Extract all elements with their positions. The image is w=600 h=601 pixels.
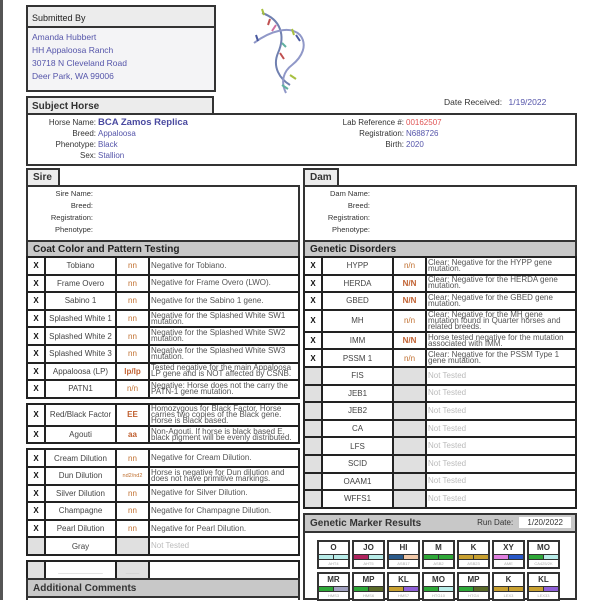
test-result: [393, 473, 426, 491]
tested-mark: [27, 561, 45, 579]
test-description: Not Tested: [426, 367, 576, 385]
tested-mark: X: [27, 467, 45, 485]
test-description: Clear: Negative for the PSSM Type 1 gene mutation.: [426, 349, 576, 367]
marker-box: [352, 572, 385, 601]
test-result: nn: [116, 345, 149, 363]
tested-mark: [304, 490, 322, 508]
test-result: N/N: [393, 332, 426, 350]
allele-left: [494, 587, 509, 591]
test-description: Negative for Silver Dilution.: [149, 485, 299, 503]
allele-left: [459, 587, 474, 591]
allele-right: [334, 555, 348, 559]
test-result: n/n: [393, 257, 426, 275]
genetic-marker-header: [305, 515, 575, 533]
test-name: Gray: [45, 537, 116, 555]
disorders-table: [303, 256, 577, 509]
horse-name-label: Horse Name:: [48, 118, 96, 127]
marker-locus: AHT4: [328, 561, 339, 566]
test-result: n/n: [116, 380, 149, 398]
breed-label: Breed:: [72, 129, 96, 138]
test-description: Horse tested negative for the mutation associated with IMM.: [426, 332, 576, 350]
dam-registration-label: Registration:: [327, 213, 370, 222]
registration-label: Registration:: [359, 129, 404, 138]
test-result: lp/lp: [116, 363, 149, 381]
test-description: Not Tested: [149, 537, 299, 555]
marker-box: [492, 540, 525, 569]
table-row: [304, 420, 576, 438]
marker-locus: HMS3: [327, 593, 340, 598]
test-result: [116, 537, 149, 555]
table-row: [304, 332, 576, 350]
sex-label: Sex:: [79, 151, 96, 160]
marker-box: [492, 572, 525, 601]
test-description: Clear: Negative for the HERDA gene mutation.: [426, 275, 576, 293]
allele-right: [474, 587, 488, 591]
tested-mark: X: [27, 292, 45, 310]
test-description: [149, 561, 299, 579]
allele-right: [509, 555, 523, 559]
marker-code: K: [505, 575, 512, 584]
table-row: [304, 437, 576, 455]
test-name: PATN1: [45, 380, 116, 398]
birth-label: Birth:: [385, 140, 404, 149]
marker-box: [457, 572, 490, 601]
test-description: Negative for the Splashed White SW3 mutation.: [149, 345, 299, 363]
marker-code: MO: [537, 543, 550, 552]
allele-left: [529, 555, 544, 559]
allele-right: [369, 555, 383, 559]
horse-name-value: BCA Zamos Replica: [98, 117, 188, 128]
table-row: [304, 490, 576, 508]
test-name: OAAM1: [322, 473, 393, 491]
table-row: [304, 367, 576, 385]
tested-mark: X: [27, 449, 45, 467]
tested-mark: X: [304, 332, 322, 350]
test-description: Negative for the Splashed White SW1 mutation.: [149, 310, 299, 328]
test-description: Negative for Frame Overo (LWO).: [149, 275, 299, 293]
test-name: CA: [322, 420, 393, 438]
allele-left: [424, 587, 439, 591]
test-description: Negative: Horse does not the carry the PATN-1 gene mutation.: [149, 380, 299, 398]
test-name: PSSM 1: [322, 349, 393, 367]
test-result: nn: [116, 310, 149, 328]
tested-mark: [304, 402, 322, 420]
test-name: HYPP: [322, 257, 393, 275]
tested-mark: X: [304, 257, 322, 275]
sex-value: Stallion: [98, 151, 125, 160]
tested-mark: X: [27, 520, 45, 538]
sire-breed-label: Breed:: [70, 201, 93, 210]
sire-tab: Sire: [26, 168, 60, 185]
allele-right: [404, 587, 418, 591]
table-row: [304, 257, 576, 275]
test-result: [393, 490, 426, 508]
test-result: [393, 385, 426, 403]
test-name: HERDA: [322, 275, 393, 293]
test-result: nn: [116, 275, 149, 293]
genetic-disorders-section: [303, 240, 577, 509]
marker-code: HI: [399, 543, 408, 552]
test-description: Not Tested: [426, 490, 576, 508]
table-row: [27, 257, 299, 275]
marker-code: MR: [327, 575, 340, 584]
table-row: [27, 449, 299, 467]
allele-left: [494, 555, 509, 559]
test-description: Not Tested: [426, 455, 576, 473]
table-row: [304, 402, 576, 420]
test-description: Clear: Negative for the GBED gene mutation.: [426, 292, 576, 310]
allele-right: [474, 555, 488, 559]
additional-comments-section: [26, 578, 300, 600]
submitted-by-box: [26, 5, 216, 92]
table-row: [27, 404, 299, 426]
allele-right: [509, 587, 523, 591]
coat-table-3: [26, 448, 300, 556]
subject-right-fields: [328, 117, 442, 150]
table-row: [27, 520, 299, 538]
marker-code: JO: [363, 543, 374, 552]
dam-breed-label: Breed:: [347, 201, 370, 210]
lab-ref-label: Lab Reference #:: [342, 118, 404, 127]
submitter-ranch: HH Appaloosa Ranch: [32, 45, 114, 55]
test-name: Splashed White 2: [45, 327, 116, 345]
page-edge: [0, 0, 3, 600]
dna-helix-icon: [250, 5, 310, 95]
table-row: [304, 455, 576, 473]
test-result: nn: [116, 327, 149, 345]
test-description: Clear: Negative for the HYPP gene mutation.: [426, 257, 576, 275]
test-description: Horse is negative for Dun dilution and does not have primitive markings.: [149, 467, 299, 485]
table-row: [304, 310, 576, 332]
subject-horse-box: [26, 113, 577, 166]
table-row: [304, 275, 576, 293]
allele-right: [544, 587, 558, 591]
allele-right: [369, 587, 383, 591]
test-name: JEB1: [322, 385, 393, 403]
test-description: Homozygous for Black Factor. Horse carries two copies of the Black gene. Horse is Black based.: [149, 404, 299, 426]
run-date: [477, 517, 571, 528]
test-result: n/n: [393, 310, 426, 332]
test-name: GBED: [322, 292, 393, 310]
marker-locus: HTG4: [468, 593, 479, 598]
test-name: Appaloosa (LP): [45, 363, 116, 381]
marker-box: [352, 540, 385, 569]
table-row: [304, 292, 576, 310]
test-name: JEB2: [322, 402, 393, 420]
test-description: Negative for Champagne Dilution.: [149, 502, 299, 520]
marker-box: [317, 540, 350, 569]
test-description: Not Tested: [426, 402, 576, 420]
tested-mark: [304, 473, 322, 491]
marker-locus: HTG10: [432, 593, 445, 598]
test-result: [393, 437, 426, 455]
allele-right: [404, 555, 418, 559]
submitter-address: [28, 28, 214, 86]
test-name: Tobiano: [45, 257, 116, 275]
coat-color-section: [26, 240, 300, 580]
marker-box: [387, 540, 420, 569]
date-received-label: Date Received:: [444, 97, 503, 107]
dam-tab: Dam: [303, 168, 339, 185]
marker-locus: CA425/2K: [534, 561, 553, 566]
allele-left: [529, 587, 544, 591]
test-description: Negative for Pearl Dilution.: [149, 520, 299, 538]
submitter-name: Amanda Hubbert: [32, 32, 97, 42]
marker-code: MP: [467, 575, 480, 584]
test-result: aa: [116, 426, 149, 444]
marker-locus: ASB23: [467, 561, 480, 566]
date-received: [444, 97, 546, 107]
marker-code: K: [470, 543, 477, 552]
allele-right: [334, 587, 348, 591]
test-name: FIS: [322, 367, 393, 385]
marker-locus: LEX33: [537, 593, 550, 598]
tested-mark: X: [27, 404, 45, 426]
tested-mark: [304, 437, 322, 455]
tested-mark: X: [27, 426, 45, 444]
run-date-value: 1/20/2022: [519, 517, 571, 528]
tested-mark: [304, 455, 322, 473]
test-description: Negative for the Sabino 1 gene.: [149, 292, 299, 310]
marker-locus: ASB2: [433, 561, 444, 566]
lab-ref-value: 00162507: [406, 118, 442, 127]
test-result: [393, 367, 426, 385]
tested-mark: X: [27, 257, 45, 275]
test-name: WFFS1: [322, 490, 393, 508]
test-result: [393, 402, 426, 420]
tested-mark: [304, 385, 322, 403]
test-description: Negative for the Splashed White SW2 mutation.: [149, 327, 299, 345]
allele-right: [439, 555, 453, 559]
test-description: Negative for Cream Dilution.: [149, 449, 299, 467]
tested-mark: [304, 420, 322, 438]
coat-table-2: [26, 403, 300, 445]
run-date-label: Run Date:: [477, 518, 514, 527]
test-name: Frame Overo: [45, 275, 116, 293]
test-description: Not Tested: [426, 385, 576, 403]
submitter-street: 30718 N Cleveland Road: [32, 58, 127, 68]
test-name: Sabino 1: [45, 292, 116, 310]
allele-right: [544, 555, 558, 559]
tested-mark: [27, 537, 45, 555]
date-received-value: 1/19/2022: [508, 97, 547, 107]
sire-name-label: Sire Name:: [55, 189, 93, 198]
test-result: [393, 455, 426, 473]
test-result: nn: [116, 502, 149, 520]
test-name: Pearl Dilution: [45, 520, 116, 538]
marker-box: [457, 540, 490, 569]
subject-left-fields: [30, 117, 188, 161]
allele-left: [354, 555, 369, 559]
test-name: MH: [322, 310, 393, 332]
marker-box: [387, 572, 420, 601]
test-description: Negative for Tobiano.: [149, 257, 299, 275]
test-name: __________: [45, 561, 116, 579]
test-result: N/N: [393, 275, 426, 293]
test-name: Silver Dilution: [45, 485, 116, 503]
tested-mark: X: [27, 363, 45, 381]
table-row: [27, 310, 299, 328]
table-row: [304, 385, 576, 403]
tested-mark: X: [27, 275, 45, 293]
table-row: [27, 561, 299, 579]
allele-left: [389, 587, 404, 591]
tested-mark: X: [27, 502, 45, 520]
dam-box: [303, 185, 577, 247]
test-result: nn: [116, 485, 149, 503]
genetic-marker-title: Genetic Marker Results: [310, 518, 422, 529]
table-row: [27, 537, 299, 555]
marker-locus: ASB17: [397, 561, 410, 566]
allele-left: [389, 555, 404, 559]
tested-mark: X: [27, 310, 45, 328]
allele-left: [319, 587, 334, 591]
marker-locus: AME: [504, 561, 513, 566]
marker-code: MO: [432, 575, 445, 584]
tested-mark: X: [304, 349, 322, 367]
table-row: [27, 380, 299, 398]
table-row: [27, 275, 299, 293]
table-row: [27, 363, 299, 381]
marker-locus: HMS6: [362, 593, 375, 598]
allele-left: [354, 587, 369, 591]
marker-grid: [317, 540, 560, 601]
coat-color-header: Coat Color and Pattern Testing: [26, 240, 300, 256]
marker-code: KL: [398, 575, 409, 584]
allele-left: [319, 555, 334, 559]
table-row: [27, 467, 299, 485]
submitter-city: Deer Park, WA 99006: [32, 71, 114, 81]
tested-mark: X: [27, 345, 45, 363]
tested-mark: X: [304, 310, 322, 332]
marker-locus: HMS7: [397, 593, 410, 598]
marker-box: [527, 572, 560, 601]
test-result: nn: [116, 292, 149, 310]
table-row: [27, 345, 299, 363]
registration-value: N688726: [406, 129, 439, 138]
test-name: LFS: [322, 437, 393, 455]
test-description: Not Tested: [426, 473, 576, 491]
table-row: [27, 292, 299, 310]
table-row: [27, 426, 299, 444]
dam-name-label: Dam Name:: [329, 189, 370, 198]
test-description: Clear: Negative for the MH gene mutation found in Quarter horses and related breeds.: [426, 310, 576, 332]
marker-code: KL: [538, 575, 549, 584]
table-row: [27, 327, 299, 345]
marker-box: [422, 572, 455, 601]
marker-code: O: [330, 543, 337, 552]
tested-mark: X: [304, 292, 322, 310]
test-result: nn: [116, 257, 149, 275]
marker-code: M: [435, 543, 442, 552]
sire-phenotype-label: Phenotype:: [55, 225, 93, 234]
table-row: [304, 349, 576, 367]
tested-mark: X: [27, 485, 45, 503]
test-result: nn: [116, 520, 149, 538]
test-result: nn: [116, 449, 149, 467]
genetic-marker-section: [303, 513, 577, 600]
tested-mark: X: [27, 380, 45, 398]
test-result: nd2/nd2: [116, 467, 149, 485]
test-result: N/N: [393, 292, 426, 310]
sire-box: [26, 185, 300, 247]
marker-box: [422, 540, 455, 569]
phenotype-value: Black: [98, 140, 118, 149]
test-result: ___: [116, 561, 149, 579]
test-result: [393, 420, 426, 438]
coat-table-1: [26, 256, 300, 399]
test-result: n/n: [393, 349, 426, 367]
additional-comments-header: Additional Comments: [28, 580, 298, 598]
breed-value: Appaloosa: [98, 129, 136, 138]
tested-mark: X: [304, 275, 322, 293]
phenotype-label: Phenotype:: [55, 140, 96, 149]
coat-table-blank: [26, 560, 300, 580]
subject-horse-tab: Subject Horse: [26, 96, 214, 113]
marker-locus: AHT5: [363, 561, 374, 566]
test-description: Not Tested: [426, 420, 576, 438]
test-name: Dun Dilution: [45, 467, 116, 485]
marker-box: [527, 540, 560, 569]
marker-box: [317, 572, 350, 601]
test-name: Red/Black Factor: [45, 404, 116, 426]
marker-code: MP: [362, 575, 375, 584]
test-name: Champagne: [45, 502, 116, 520]
test-name: Splashed White 1: [45, 310, 116, 328]
table-row: [304, 473, 576, 491]
test-result: EE: [116, 404, 149, 426]
genetic-disorders-header: Genetic Disorders: [303, 240, 577, 256]
tested-mark: X: [27, 327, 45, 345]
allele-right: [439, 587, 453, 591]
allele-left: [424, 555, 439, 559]
sire-registration-label: Registration:: [50, 213, 93, 222]
marker-code: XY: [503, 543, 514, 552]
marker-locus: LEX3: [503, 593, 514, 598]
table-row: [27, 502, 299, 520]
test-name: SCID: [322, 455, 393, 473]
test-description: Not Tested: [426, 437, 576, 455]
birth-value: 2020: [406, 140, 424, 149]
test-description: Tested negative for the main Appaloosa LP gene and is NOT affected by CSNB.: [149, 363, 299, 381]
test-description: Non-Agouti. If horse is black based E, black pigment will be evenly distributed.: [149, 426, 299, 444]
test-name: Agouti: [45, 426, 116, 444]
test-name: Splashed White 3: [45, 345, 116, 363]
test-name: IMM: [322, 332, 393, 350]
table-row: [27, 485, 299, 503]
test-name: Cream Dilution: [45, 449, 116, 467]
tested-mark: [304, 367, 322, 385]
dam-phenotype-label: Phenotype:: [332, 225, 370, 234]
submitted-by-header: Submitted By: [28, 7, 214, 28]
allele-left: [459, 555, 474, 559]
